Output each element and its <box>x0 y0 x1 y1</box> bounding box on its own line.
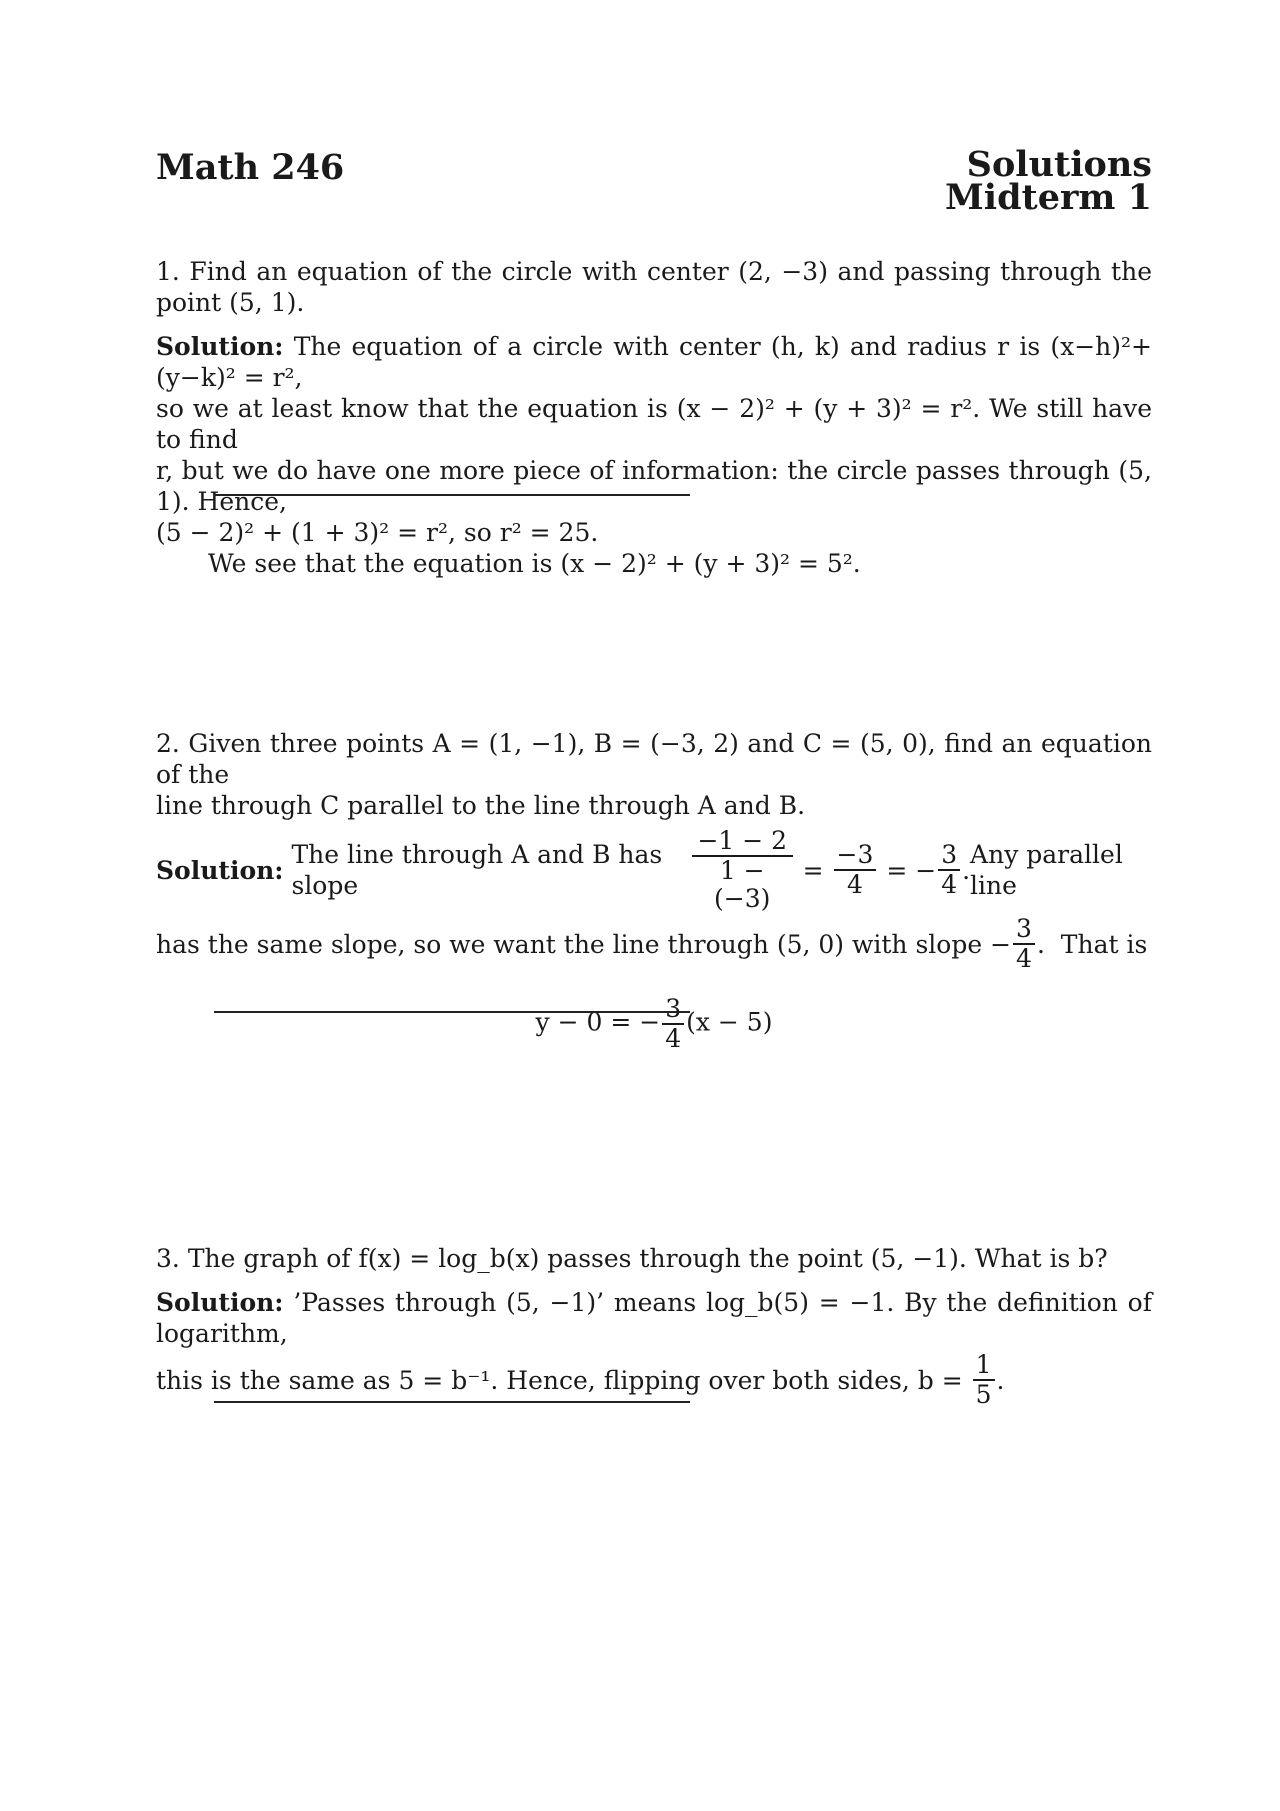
slope-fraction-1-numerator: −1 − 2 <box>692 827 793 857</box>
answer-fraction-denominator: 5 <box>975 1380 992 1409</box>
problem-2-line2-text: has the same slope, so we want the line through (5, 0) with slope <box>156 929 983 959</box>
problem-1-solution-line-3: r, but we do have one more piece of information: the circle passes through (5, 1). Hence, <box>156 456 1152 516</box>
problem-1 <box>156 256 1152 579</box>
section-divider-1 <box>214 494 690 496</box>
problem-3-solution <box>156 1287 1152 1349</box>
problem-2-question-line-2: line through C parallel to the line through A and B. <box>156 791 806 820</box>
answer-fraction <box>973 1351 995 1409</box>
slope-fraction-2-denominator: 4 <box>847 870 863 899</box>
document-title-line1: Solutions <box>966 144 1152 185</box>
problem-1-number: 1. <box>156 257 180 286</box>
problem-3-question-text: The graph of f(x) = log_b(x) passes through the point (5, −1). What is b? <box>187 1244 1108 1273</box>
problem-3-line2-text: this is the same as 5 = b⁻¹. Hence, flipping over both sides, b = <box>156 1365 963 1395</box>
document-title <box>945 144 1152 218</box>
slope-fraction-3-numerator: 3 <box>938 841 960 871</box>
course-title: Math 246 <box>156 147 345 188</box>
section-divider-3 <box>214 1401 690 1403</box>
problem-3-solution-label: Solution: <box>156 1288 284 1317</box>
slope-fraction-2 <box>834 841 877 899</box>
problem-3-solution-line-1: ’Passes through (5, −1)’ means log_b(5) = −1. By the definition of logarithm, <box>156 1288 1152 1348</box>
slope-fraction-4 <box>1013 915 1035 973</box>
problem-1-solution-line-1: The equation of a circle with center (h, k) and radius r is (x−h)²+(y−k)² = r², <box>156 332 1152 392</box>
problem-1-solution-label: Solution: <box>156 332 284 361</box>
equation-left: y − 0 = − <box>535 1007 661 1037</box>
problem-2-solution-line-2: has the same slope, so we want the line through (5, 0) with slope − $\frac{3}{4}$ . That is <box>156 914 1148 973</box>
answer-fraction-numerator: 1 <box>973 1351 995 1381</box>
section-divider-2 <box>214 1011 690 1013</box>
problem-2-solution-label: Solution: <box>156 855 284 885</box>
slope-fraction-4-numerator: 3 <box>1013 915 1035 945</box>
problem-2-after-slope: Any parallel line <box>970 840 1123 900</box>
slope-fraction-2-numerator: −3 <box>834 841 877 871</box>
problem-1-question-text: Find an equation of the circle with center (2, −3) and passing through the point (5, 1). <box>156 257 1152 317</box>
problem-3 <box>156 1243 1152 1409</box>
problem-2-question-line-1: Given three points A = (1, −1), B = (−3, 2) and C = (5, 0), find an equation of the <box>156 729 1153 789</box>
equation-fraction <box>662 995 684 1053</box>
problem-3-question <box>156 1243 1152 1274</box>
problem-2-number: 2. <box>156 729 180 758</box>
slope-fraction-1 <box>692 827 793 913</box>
problem-1-solution <box>156 331 1152 548</box>
slope-fraction-1-denominator: 1 − (−3) <box>714 856 771 913</box>
problem-2-question <box>156 728 1152 821</box>
problem-2-solution-line-1: Solution: The line through A and B has slope $\frac{-1 - 2}{1 - (-3)}$ = $\frac{-3}{4}$ = − $\frac{3}{4}$ . Any parallel line <box>156 827 1152 913</box>
equation-fraction-denominator: 4 <box>665 1024 682 1053</box>
problem-2 <box>156 728 1152 1053</box>
equation-right: (x − 5) <box>686 1007 773 1037</box>
problem-3-solution-line-2: this is the same as 5 = b⁻¹. Hence, flipping over both sides, b = $\frac{1}{5}$ . <box>156 1350 1005 1409</box>
equation-fraction-numerator: 3 <box>662 995 684 1025</box>
problem-1-conclusion: We see that the equation is (x − 2)² + (y + 3)² = 5². <box>208 549 861 578</box>
problem-2-line2-end: That is <box>1060 929 1148 959</box>
document-title-line2: Midterm 1 <box>945 177 1152 218</box>
problem-1-solution-line-4: (5 − 2)² + (1 + 3)² = r², so r² = 25. <box>156 518 599 547</box>
slope-fraction-3-denominator: 4 <box>941 870 958 899</box>
slope-fraction-4-denominator: 4 <box>1016 944 1032 973</box>
problem-3-number: 3. <box>156 1244 180 1273</box>
slope-fraction-3 <box>938 841 960 899</box>
problem-2-equation <box>156 995 1152 1053</box>
problem-2-slope-intro: The line through A and B has slope <box>291 840 663 900</box>
problem-1-solution-line-2: so we at least know that the equation is (x − 2)² + (y + 3)² = r². We still have to find <box>156 394 1152 454</box>
problem-1-question <box>156 256 1152 318</box>
